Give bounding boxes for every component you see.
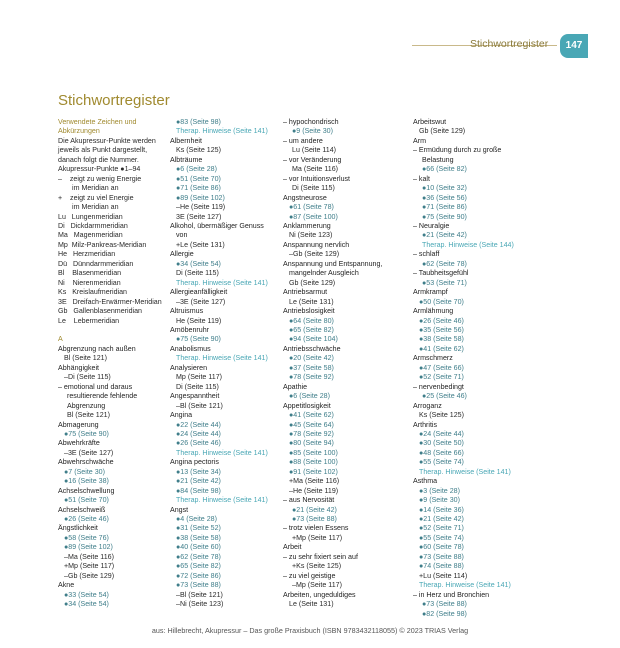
index-reference: ●20 (Seite 42) [289,354,334,363]
index-entry: Armlähmung [413,307,454,316]
index-reference: ●3 (Seite 28) [419,486,460,495]
index-reference: ●41 (Seite 62) [289,411,334,420]
index-reference: Di (Seite 115) [292,184,335,193]
index-reference: ●22 (Seite 44) [176,420,221,429]
index-reference: ●80 (Seite 94) [289,439,334,448]
index-reference: 3E Dreifach-Erwärmer-Meridian [58,297,162,306]
index-reference: ●84 (Seite 98) [176,486,221,495]
index-reference: ●37 (Seite 58) [289,363,334,372]
index-reference: ●38 (Seite 58) [419,335,464,344]
index-reference: Lu (Seite 114) [292,146,337,155]
index-reference: Ma (Seite 116) [292,165,338,174]
index-reference: ●65 (Seite 82) [289,325,334,334]
index-reference: ●82 (Seite 98) [422,609,467,618]
index-reference: ●36 (Seite 56) [422,193,467,202]
index-reference: Le (Seite 131) [289,297,334,306]
index-reference: ●71 (Seite 86) [176,184,221,193]
page-number-badge: 147 [560,34,588,58]
index-reference: im Meridian an [72,184,119,193]
index-reference: ●9 (Seite 30) [292,127,333,136]
index-reference: He Herzmeridian [58,250,116,259]
index-reference: ●26 (Seite 46) [64,515,109,524]
index-reference: jeweils als Punkt dargestellt, [58,146,148,155]
therapy-reference: Therap. Hinweise (Seite 141) [176,278,268,287]
index-reference: + zeigt zu viel Energie [58,193,134,202]
index-reference: ●13 (Seite 34) [176,467,221,476]
index-reference: ●71 (Seite 86) [422,203,467,212]
copyright-footer: aus: Hillebrecht, Akupressur – Das große Praxisbuch (ISBN 9783432118055) © 2023 TRIAS Verlag [151,626,469,635]
index-entry: Arbeitswut [413,118,447,126]
index-entry: mangelnder Ausgleich [289,269,359,278]
index-reference: ●34 (Seite 54) [64,600,109,609]
index-entry: Allergieanfälligkeit [170,288,228,297]
index-entry: Anspannung und Entspannung, [283,259,383,268]
index-reference: ●85 (Seite 100) [289,448,338,457]
index-entry: – Neuralgie [413,221,450,230]
index-reference: ●26 (Seite 46) [176,439,221,448]
index-entry: Armkrampf [413,288,448,297]
therapy-reference: Therap. Hinweise (Seite 144) [422,240,514,249]
index-entry: Alkohol, übermäßiger Genuss [170,221,264,230]
index-reference: Le Lebermeridian [58,316,120,325]
page-title: Stichwortregister [58,92,170,109]
therapy-reference: Therap. Hinweise (Seite 141) [176,496,268,505]
index-column-2 [170,118,290,610]
index-entry: Allergie [170,250,194,259]
index-entry: Arthritis [413,420,438,429]
index-entry: Anklammerung [283,221,331,230]
index-entry: Abmagerung [58,420,99,429]
index-reference: ●10 (Seite 32) [422,184,467,193]
index-reference: He (Seite 119) [176,316,222,325]
index-reference: ●50 (Seite 70) [419,297,464,306]
index-reference: –Ni (Seite 123) [176,600,224,609]
index-reference: ●40 (Seite 60) [176,543,221,552]
index-reference: –He (Seite 119) [289,486,339,495]
index-entry: Arbeiten, ungeduldiges [283,590,356,599]
index-reference: ●72 (Seite 86) [176,571,221,580]
index-entry: – Ermüdung durch zu große [413,146,502,155]
index-reference: ●75 (Seite 90) [64,429,109,438]
index-reference: ●88 (Seite 100) [289,458,338,467]
index-column-3 [283,118,403,610]
index-entry: Achselschweiß [58,505,106,514]
therapy-reference: Therap. Hinweise (Seite 141) [176,127,268,136]
index-column-1 [58,118,178,610]
index-reference: +Ks (Seite 125) [292,562,342,571]
index-reference: –3E (Seite 127) [176,297,226,306]
index-reference: ●58 (Seite 76) [64,533,109,542]
index-entry: Angespanntheit [170,392,220,401]
index-entry: Armschmerz [413,354,453,363]
index-entry: Asthma [413,477,438,486]
index-entry: Altruismus [170,307,204,316]
index-reference: ●33 (Seite 54) [64,590,109,599]
index-entry: – kalt [413,174,430,183]
index-reference: ●87 (Seite 100) [289,212,338,221]
index-reference: Ma Magenmeridian [58,231,123,240]
index-reference: 3E (Seite 127) [176,212,222,221]
index-reference: Akupressur-Punkte ●1–94 [58,165,141,174]
index-entry: Arbeit [283,543,302,552]
index-reference: –Mp (Seite 117) [292,581,342,590]
index-entry: Antriebsarmut [283,288,328,297]
index-reference: ●51 (Seite 70) [64,496,109,505]
index-reference: ●53 (Seite 71) [422,278,467,287]
index-entry: Albernheit [170,136,202,145]
index-entry: – in Herz und Bronchien [413,590,490,599]
index-entry: Angstneurose [283,193,327,202]
index-reference: Le (Seite 131) [289,600,334,609]
index-entry: – nervenbedingt [413,382,464,391]
index-entry: – aus Nervosität [283,496,335,505]
index-reference: +Le (Seite 131) [176,240,225,249]
index-entry: Analysieren [170,363,208,372]
index-entry: Anabolismus [170,344,211,353]
index-reference: Gb (Seite 129) [289,278,336,287]
section-heading: Verwendete Zeichen und [58,118,137,126]
index-entry: – zu sehr fixiert sein auf [283,552,358,561]
index-entry: Angina pectoris [170,458,219,467]
index-reference: im Meridian an [72,203,119,212]
index-reference: ●34 (Seite 54) [176,259,221,268]
section-heading: Abkürzungen [58,127,100,136]
index-reference: ●47 (Seite 66) [419,363,464,372]
index-reference: –Bl (Seite 121) [176,401,223,410]
index-reference: ●9 (Seite 30) [419,496,460,505]
index-entry: Angina [170,411,193,420]
therapy-reference: Therap. Hinweise (Seite 141) [176,448,268,457]
index-reference: ●52 (Seite 71) [419,524,464,533]
index-entry: Antriebsschwäche [283,344,341,353]
index-reference: Die Akupressur-Punkte werden [58,136,156,145]
index-entry: Abgrenzung [67,401,106,410]
index-reference: ●73 (Seite 88) [422,600,467,609]
index-entry: Anspannung nervlich [283,240,350,249]
index-reference: ●66 (Seite 82) [422,165,467,174]
index-entry: Arroganz [413,401,442,410]
index-reference: ●45 (Seite 64) [289,420,334,429]
index-column-4 [413,118,533,619]
index-reference: ●25 (Seite 46) [422,392,467,401]
index-reference: ●64 (Seite 80) [289,316,334,325]
index-reference: ●55 (Seite 74) [419,458,464,467]
index-reference: ●78 (Seite 92) [289,373,334,382]
index-reference: +Mp (Seite 117) [292,533,343,542]
index-entry: – trotz vielen Essens [283,524,349,533]
index-reference: ●14 (Seite 36) [419,505,464,514]
index-entry: Appetitlosigkeit [283,401,331,410]
index-reference: Bl (Seite 121) [67,411,110,420]
index-reference: ●7 (Seite 30) [64,467,105,476]
index-entry: Albträume [170,155,203,164]
index-reference: –Gb (Seite 129) [289,250,340,259]
index-reference: ●75 (Seite 90) [176,335,221,344]
index-entry: Abhängigkeit [58,363,100,372]
index-entry: Abwehrschwäche [58,458,114,467]
index-reference: ●91 (Seite 102) [289,467,338,476]
index-entry: Akne [58,581,75,590]
index-entry: – um andere [283,136,323,145]
index-reference: ●60 (Seite 78) [419,543,464,552]
index-reference: ●21 (Seite 42) [422,231,467,240]
index-reference: ●16 (Seite 38) [64,477,109,486]
therapy-reference: Therap. Hinweise (Seite 141) [176,354,268,363]
index-reference [58,326,178,335]
index-reference: ●31 (Seite 52) [176,524,221,533]
index-entry: – schlaff [413,250,440,259]
index-reference: ●21 (Seite 42) [419,515,464,524]
index-reference: Ni (Seite 123) [289,231,333,240]
index-entry: Apathie [283,382,308,391]
index-reference: ●41 (Seite 62) [419,344,464,353]
index-reference: Di (Seite 115) [176,382,219,391]
index-reference: ●24 (Seite 44) [176,429,221,438]
index-reference: ●89 (Seite 102) [64,543,113,552]
index-reference: –He (Seite 119) [176,203,226,212]
running-header: Stichwortregister [470,38,549,50]
index-entry: Antriebslosigkeit [283,307,335,316]
index-reference: Gb Gallenblasenmeridian [58,307,142,316]
index-reference: Bl (Seite 121) [64,354,107,363]
index-entry: Arm [413,136,427,145]
index-reference: ●6 (Seite 28) [176,165,217,174]
index-reference: ●89 (Seite 102) [176,193,225,202]
index-reference: Mp Milz-Pankreas-Meridian [58,240,147,249]
index-reference: ●78 (Seite 92) [289,429,334,438]
index-entry: resultierende fehlende [67,392,138,401]
index-reference: ●38 (Seite 58) [176,533,221,542]
index-entry: Achselschwellung [58,486,115,495]
index-reference: ●62 (Seite 78) [176,552,221,561]
index-entry: Angst [170,505,189,514]
index-reference: ●73 (Seite 88) [176,581,221,590]
index-entry: – hypochondrisch [283,118,339,126]
index-reference: ●73 (Seite 88) [292,515,337,524]
index-reference: ●73 (Seite 88) [419,552,464,561]
index-reference: ●21 (Seite 42) [292,505,337,514]
index-entry: Abgrenzung nach außen [58,344,136,353]
index-entry: Amöbenruhr [170,325,210,334]
index-reference: ●6 (Seite 28) [289,392,330,401]
index-entry: Belastung [422,155,454,164]
index-reference: – zeigt zu wenig Energie [58,174,142,183]
index-reference: Ks (Seite 125) [176,146,221,155]
index-reference: ●48 (Seite 66) [419,448,464,457]
index-reference: Lu Lungenmeridian [58,212,123,221]
index-reference: Ks Kreislaufmeridian [58,288,127,297]
index-reference: ●30 (Seite 50) [419,439,464,448]
index-entry: von [176,231,188,240]
index-entry: – vor Intuitionsverlust [283,174,351,183]
index-reference: ●65 (Seite 82) [176,562,221,571]
index-reference: danach folgt die Nummer. [58,155,139,164]
therapy-reference: Therap. Hinweise (Seite 141) [419,581,511,590]
index-entry: – Taubheitsgefühl [413,269,469,278]
therapy-reference: Therap. Hinweise (Seite 141) [419,467,511,476]
index-reference: ●75 (Seite 90) [422,212,467,221]
index-reference: Ni Nierenmeridian [58,278,121,287]
index-reference: –Bl (Seite 121) [176,590,223,599]
index-reference: –Ma (Seite 116) [64,552,114,561]
index-reference: ●21 (Seite 42) [176,477,221,486]
index-entry: – vor Veränderung [283,155,342,164]
index-reference: ●24 (Seite 44) [419,429,464,438]
index-reference: ●74 (Seite 88) [419,562,464,571]
index-reference: +Mp (Seite 117) [64,562,115,571]
index-reference: +Ma (Seite 116) [289,477,340,486]
index-reference: +Lu (Seite 114) [419,571,468,580]
index-reference: ●26 (Seite 46) [419,316,464,325]
index-entry: – zu viel geistige [283,571,336,580]
index-reference: ●4 (Seite 28) [176,515,217,524]
index-reference: Mp (Seite 117) [176,373,222,382]
section-heading: A [58,335,63,344]
index-reference: ●52 (Seite 71) [419,373,464,382]
index-reference: ●55 (Seite 74) [419,533,464,542]
index-reference: –Di (Seite 115) [64,373,111,382]
index-reference: Di Dickdarmmeridian [58,221,128,230]
index-reference: Gb (Seite 129) [419,127,466,136]
index-reference: Bl Blasenmeridian [58,269,122,278]
index-reference: ●83 (Seite 98) [176,118,221,126]
index-reference: ●61 (Seite 78) [289,203,334,212]
index-reference: Ks (Seite 125) [419,411,464,420]
index-reference: ●94 (Seite 104) [289,335,338,344]
index-entry: Abwehrkräfte [58,439,100,448]
index-reference: –Gb (Seite 129) [64,571,115,580]
index-entry: Ängstlichkeit [58,524,98,533]
index-entry: – emotional und daraus [58,382,133,391]
index-reference: ●35 (Seite 56) [419,325,464,334]
index-reference: Dü Dünndarmmeridian [58,259,134,268]
index-reference: ●62 (Seite 78) [422,259,467,268]
index-reference: Di (Seite 115) [176,269,219,278]
index-reference: ●51 (Seite 70) [176,174,221,183]
index-reference: –3E (Seite 127) [64,448,114,457]
